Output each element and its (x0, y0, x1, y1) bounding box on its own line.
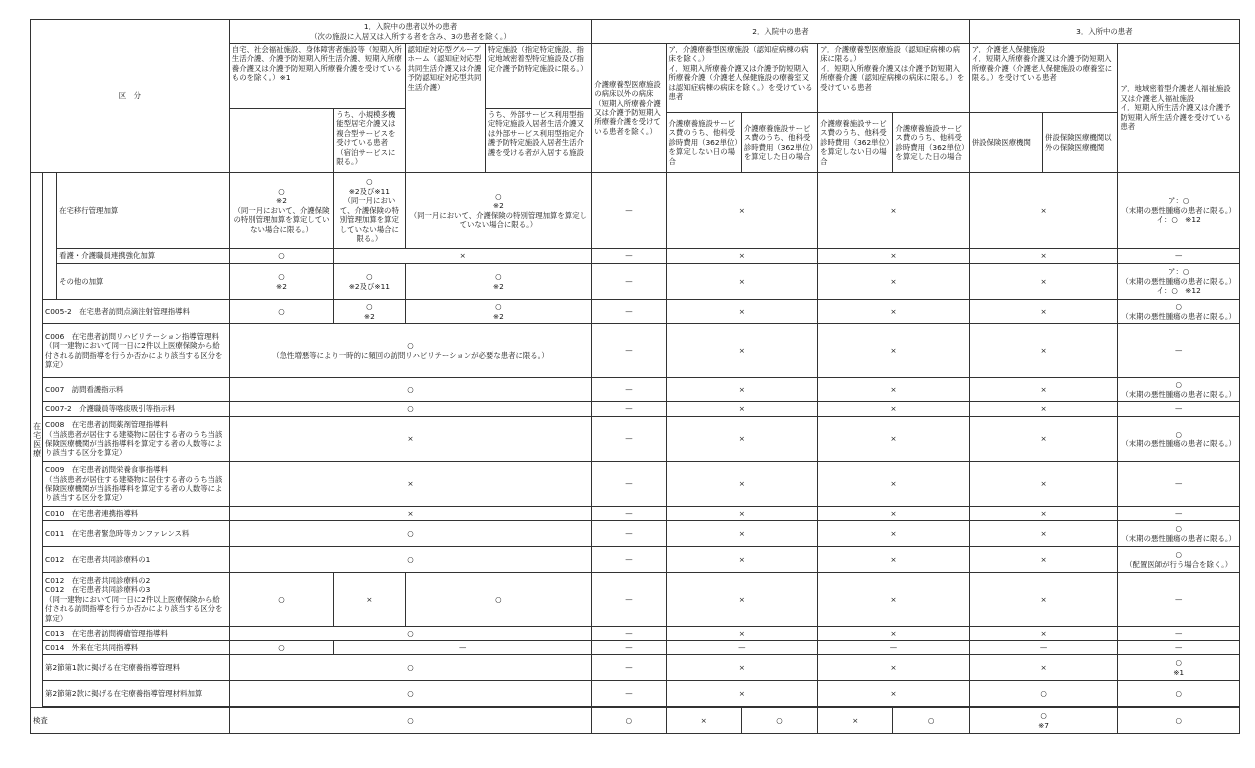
cell-value: ○ ※2及び※11 (334, 264, 405, 300)
col-home-blank (229, 109, 333, 173)
col-other-beds-header: 介護療養型医療施設の病床以外の病床（短期入所療養介護又は介護予防短期入所療養介護を受けている患者を除く。） (592, 44, 666, 173)
col-welfare-facility-header: ア．地域密着型介護老人福祉施設又は介護老人福祉施設 イ．短期入所生活介護又は介護予防短期入所生活介護を受けている患者 (1118, 44, 1240, 173)
cell-value: ○ (741, 708, 817, 734)
cell-value: — (1118, 402, 1240, 417)
cell-value: ○ ※1 (1118, 655, 1240, 681)
cell-value: — (592, 324, 666, 378)
cell-value: ○ (229, 641, 333, 655)
row-label: C008 在宅患者訪問薬剤管理指導料 （当該患者が居住する建築物に居住する者のうち当該保険医療機関が当該指導料を算定する者の人数等により該当する区分を算定） (43, 417, 230, 462)
cell-value: × (818, 521, 970, 547)
cell-value: — (1118, 462, 1240, 507)
cell-value: ○ （末期の悪性腫瘍の患者に限る。） (1118, 417, 1240, 462)
row-label: C007 訪問看護指示料 (43, 378, 230, 402)
cell-value: ○ （急性増悪等により一時的に頻回の訪問リハビリテーションが必要な患者に限る。） (229, 324, 591, 378)
cell-value: × (334, 573, 405, 627)
comparison-table (30, 19, 1240, 734)
cell-value: — (1118, 627, 1240, 641)
group1-header: 1．入院中の患者以外の患者 （次の施設に入居又は入所する者を含み、3の患者を除く。） (229, 20, 591, 44)
cell-value: × (969, 521, 1118, 547)
cell-value: × (818, 708, 893, 734)
cell-value: ○ (229, 655, 591, 681)
cell-value: ○ (969, 681, 1118, 707)
cell-value: ○ (229, 521, 591, 547)
cell-value: × (969, 507, 1118, 521)
cell-value: ○ (592, 708, 666, 734)
row-label: 第2節第2款に掲げる在宅療養指導管理材料加算 (43, 681, 230, 707)
cell-value: × (818, 547, 970, 573)
cell-value: ○ （配置医師が行う場合を除く。） (1118, 547, 1240, 573)
zaitaku-iryo-side-label: 在宅医療 (31, 173, 43, 708)
row-label: C009 在宅患者訪問栄養食事指導料 （当該患者が居住する建築物に居住する者のうち当該保険医療機関が当該指導料を算定する者の人数等により該当する区分を算定） (43, 462, 230, 507)
cell-value: ○ (229, 249, 333, 264)
cell-value: — (1118, 324, 1240, 378)
cell-value: × (969, 173, 1118, 249)
cell-value: × (818, 402, 970, 417)
cell-value: ○ （末期の悪性腫瘍の患者に限る。） (1118, 378, 1240, 402)
cell-value: — (592, 249, 666, 264)
cell-value: × (666, 521, 818, 547)
cell-value: ○ ※2 （同一月において、介護保険の特別管理加算を算定していない場合に限る。） (229, 173, 333, 249)
cell-value: × (969, 324, 1118, 378)
kasan-indent (43, 173, 57, 300)
col-c7a-header: 併設保険医療機関 (969, 113, 1042, 173)
cell-value: — (592, 641, 666, 655)
cell-value: × (666, 300, 818, 324)
group2-header: 2．入院中の患者 (592, 20, 970, 44)
cell-value: ○ ※2 (334, 300, 405, 324)
cell-value: ○ (1118, 681, 1240, 707)
cell-value: × (666, 324, 818, 378)
cell-value: — (592, 300, 666, 324)
col-specified-facility-header: 特定施設（指定特定施設、指定地域密着型特定施設及び指定介護予防特定施設に限る。） (485, 44, 591, 109)
cell-value: × (818, 173, 970, 249)
cell-value: — (592, 573, 666, 627)
cell-value: — (592, 521, 666, 547)
cell-value: — (818, 641, 970, 655)
cell-value: × (969, 547, 1118, 573)
cell-value: — (592, 264, 666, 300)
cell-value: — (592, 378, 666, 402)
cell-value: × (969, 627, 1118, 641)
cell-value: × (666, 655, 818, 681)
group3-header: 3．入所中の患者 (969, 20, 1239, 44)
cell-value: ○ ※2 (229, 264, 333, 300)
cell-value: ○ ※2 （同一月において、介護保険の特別管理加算を算定していない場合に限る。） (405, 173, 592, 249)
cell-value: × (969, 462, 1118, 507)
cell-value: × (818, 378, 970, 402)
row-label: 在宅移行管理加算 (57, 173, 230, 249)
col-health-facility-header: ア．介護老人保健施設 イ．短期入所療養介護又は介護予防短期入所療養介護（介護老人保健施設の療養室に限る。）を受けている患者 (969, 44, 1118, 113)
cell-value: × (229, 462, 591, 507)
cell-value: ○ ※2及び※11 （同一月において、介護保険の特別管理加算を算定していない場合に限る。） (334, 173, 405, 249)
cell-value: ○ (405, 573, 592, 627)
row-label: C012 在宅患者共同診療料の1 (43, 547, 230, 573)
cell-value: × (666, 264, 818, 300)
cell-value: ○ （末期の悪性腫瘍の患者に限る。） (1118, 300, 1240, 324)
cell-value: — (592, 547, 666, 573)
col-c6b-header: 介護療養施設サービス費のうち、他科受診時費用（362単位）を算定した日の場合 (893, 113, 969, 173)
cell-value: ○ (229, 300, 333, 324)
row-label: その他の加算 (57, 264, 230, 300)
cell-value: × (666, 417, 818, 462)
cell-value: — (592, 681, 666, 707)
row-label: C013 在宅患者訪問褥瘡管理指導料 (43, 627, 230, 641)
cell-value: × (818, 264, 970, 300)
cell-value: — (592, 173, 666, 249)
cell-value: ○ (229, 573, 333, 627)
cell-value: × (229, 507, 591, 521)
cell-value: × (666, 402, 818, 417)
row-label: C012 在宅患者共同診療料の2 C012 在宅患者共同診療料の3 （同一建物において同一日に2件以上医療保険から給付される訪問指導を行うか否かにより該当する区分を算定） (43, 573, 230, 627)
row-label: C007-2 介護職員等喀痰吸引等指示料 (43, 402, 230, 417)
cell-value: × (969, 655, 1118, 681)
col-c7b-header: 併設保険医療機関以外の保険医療機関 (1043, 113, 1118, 173)
cell-value: ○ (229, 402, 591, 417)
cell-value: — (969, 641, 1118, 655)
cell-value: ○ (229, 627, 591, 641)
cell-value: × (666, 462, 818, 507)
cell-value: × (969, 402, 1118, 417)
cell-value: ○ (893, 708, 969, 734)
cell-value: × (818, 627, 970, 641)
cell-value: — (1118, 573, 1240, 627)
cell-value: — (1118, 641, 1240, 655)
cell-value: × (666, 547, 818, 573)
col-care-medical-header: ア．介護療養型医療施設（認知症病棟の病床を除く。） イ．短期入所療養介護又は介護予防短期入所療養介護（介護老人保健施設の療養室又は認知症病棟の病床を除く。）を受けている患者 (666, 44, 818, 113)
cell-value: × (666, 681, 818, 707)
col-external-service-header: うち、外部サービス利用型指定特定施設入居者生活介護又は外部サービス利用型指定介護予防特定施設入居者生活介護を受ける者が入居する施設 (485, 109, 591, 173)
cell-value: × (818, 681, 970, 707)
cell-value: — (1118, 507, 1240, 521)
cell-value: × (818, 300, 970, 324)
row-label: C011 在宅患者緊急時等カンファレンス料 (43, 521, 230, 547)
col-c5a-header: 介護療養施設サービス費のうち、他科受診時費用（362単位）を算定しない日の場合 (666, 113, 741, 173)
cell-value: — (592, 402, 666, 417)
row-label: C010 在宅患者連携指導料 (43, 507, 230, 521)
cell-value: × (818, 324, 970, 378)
cell-value: × (818, 573, 970, 627)
row-label: C006 在宅患者訪問リハビリテーション指導管理料 （同一建物において同一日に2件以上医療保険から給付される訪問指導を行うか否かにより該当する区分を算定） (43, 324, 230, 378)
cell-value: × (334, 249, 592, 264)
cell-value: ○ ※2 (405, 264, 592, 300)
row-label-kensa: 検査 (31, 708, 230, 734)
col-grouphome-header: 認知症対応型グループホーム（認知症対応型共同生活介護又は介護予防認知症対応型共同生活介護） (405, 44, 485, 173)
cell-value: × (229, 417, 591, 462)
cell-value: × (666, 378, 818, 402)
cell-value: ア：○ （末期の悪性腫瘍の患者に限る。） イ：○ ※12 (1118, 173, 1240, 249)
cell-value: — (592, 462, 666, 507)
cell-value: × (818, 417, 970, 462)
cell-value: — (592, 627, 666, 641)
cell-value: ア：○ （末期の悪性腫瘍の患者に限る。） イ：○ ※12 (1118, 264, 1240, 300)
cell-value: × (666, 173, 818, 249)
col-c5b-header: 介護療養施設サービス費のうち、他科受診時費用（362単位）を算定した日の場合 (741, 113, 817, 173)
col-dementia-ward-header: ア．介護療養型医療施設（認知症病棟の病床に限る。） イ．短期入所療養介護又は介護予防短期入所療養介護（認知症病棟の病床に限る。）を受けている患者 (818, 44, 970, 113)
cell-value: — (592, 507, 666, 521)
cell-value: ○ (1118, 708, 1240, 734)
cell-value: × (969, 573, 1118, 627)
cell-value: ○ (229, 547, 591, 573)
row-label: C005-2 在宅患者訪問点滴注射管理指導料 (43, 300, 230, 324)
row-label: 第2節第1款に掲げる在宅療養指導管理料 (43, 655, 230, 681)
cell-value: × (969, 417, 1118, 462)
kubun-header: 区 分 (31, 20, 230, 173)
row-label: C014 外来在宅共同指導料 (43, 641, 230, 655)
cell-value: × (666, 249, 818, 264)
cell-value: ○ ※7 (969, 708, 1118, 734)
col-home-header: 自宅、社会福祉施設、身体障害者施設等（短期入所生活介護、介護予防短期入所生活介護、短期入所療養介護又は介護予防短期入所療養介護を受けているものを除く。）※1 (229, 44, 405, 109)
cell-value: ○ (229, 378, 591, 402)
cell-value: × (818, 507, 970, 521)
col-c6a-header: 介護療養施設サービス費のうち、他科受診時費用（362単位）を算定しない日の場合 (818, 113, 893, 173)
cell-value: — (666, 641, 818, 655)
cell-value: × (818, 655, 970, 681)
cell-value: — (1118, 249, 1240, 264)
cell-value: × (969, 249, 1118, 264)
cell-value: ○ ※2 (405, 300, 592, 324)
cell-value: × (666, 507, 818, 521)
cell-value: ○ （末期の悪性腫瘍の患者に限る。） (1118, 521, 1240, 547)
cell-value: × (969, 264, 1118, 300)
cell-value: ○ (229, 681, 591, 707)
cell-value: — (592, 655, 666, 681)
cell-value: — (334, 641, 592, 655)
row-label: 看護・介護職員連携強化加算 (57, 249, 230, 264)
cell-value: × (969, 300, 1118, 324)
cell-value: × (969, 378, 1118, 402)
cell-value: ○ (229, 708, 591, 734)
cell-value: × (666, 573, 818, 627)
cell-value: — (592, 417, 666, 462)
cell-value: × (666, 708, 741, 734)
cell-value: × (818, 249, 970, 264)
col-small-multi-header: うち、小規模多機能型居宅介護又は複合型サービスを受けている患者（宿泊サービスに限る。） (334, 109, 405, 173)
cell-value: × (666, 627, 818, 641)
cell-value: × (818, 462, 970, 507)
